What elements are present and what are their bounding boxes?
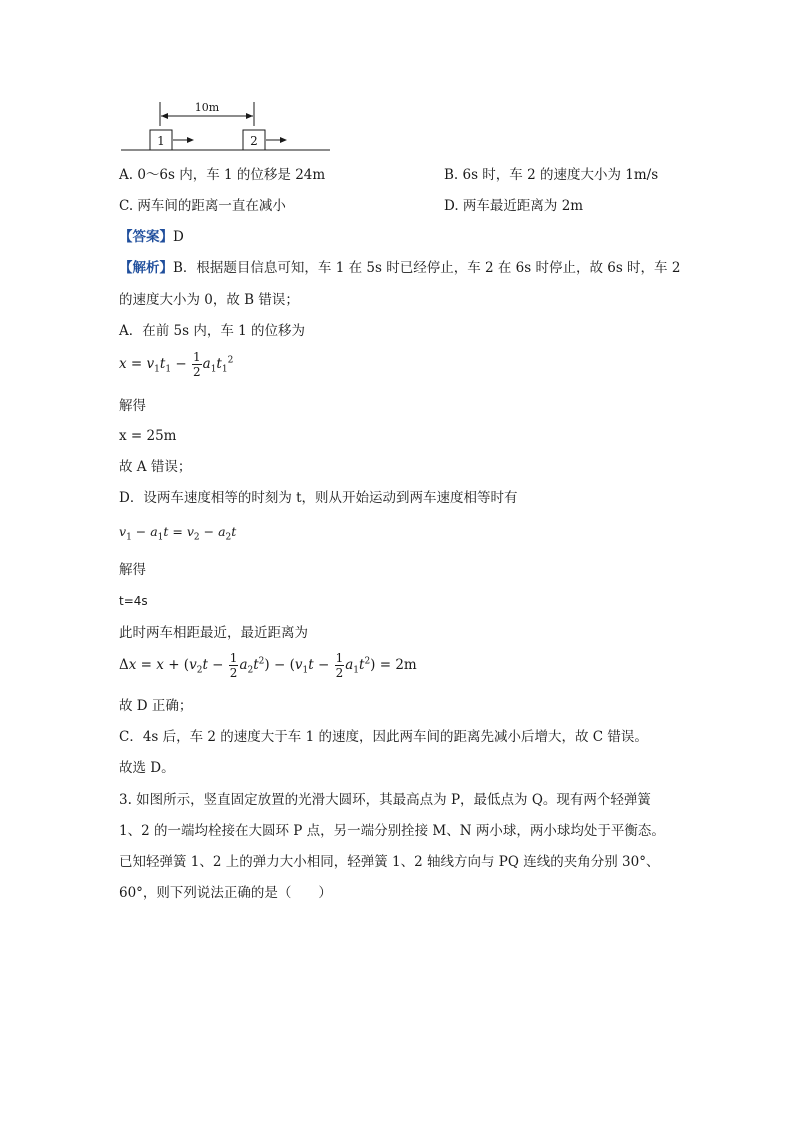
car-1-label: 1 [157,134,165,148]
question3-line-1: 3. 如图所示，竖直固定放置的光滑大圆环，其最高点为 P，最低点为 Q。现有两个轻弹簧 [119,792,651,808]
solve-label-2: 解得 [119,562,146,578]
option-a: A. 0～6s 内，车 1 的位移是 24m [119,167,326,183]
question3-line-3: 已知轻弹簧 1、2 上的弹力大小相同，轻弹簧 1、2 轴线方向与 PQ 连线的夹角分别 30°、 [119,854,660,870]
two-cars-figure [118,98,333,154]
option-d: D. 两车最近距离为 2m [444,198,584,214]
distance-label: 10m [194,101,220,114]
answer-label: 【答案】 [119,229,173,245]
analysis-line-3: A．在前 5s 内，车 1 的位移为 [119,323,306,339]
conclusion-a: 故 A 错误； [119,459,192,475]
analysis-line-c: C．4s 后，车 2 的速度大于车 1 的速度，因此两车间的距离先减小后增大，故 C 错误。 [119,729,648,745]
equation-equal-speed: $v_1 - a_1t = v_2 - a_2t$ [119,524,237,543]
option-b: B. 6s 时，车 2 的速度大小为 1m/s [444,167,659,183]
solve-label-1: 解得 [119,398,146,414]
question3-line-4: 60°，则下列说法正确的是（ ） [119,885,332,901]
option-c: C. 两车间的距离一直在减小 [119,198,286,214]
final-choice: 故选 D。 [119,760,175,776]
analysis-text-1: B．根据题目信息可知，车 1 在 5s 时已经停止，车 2 在 6s 时停止，故 6s 时，车 2 [173,260,681,276]
answer-line [119,228,184,246]
conclusion-d: 故 D 正确； [119,698,193,714]
analysis-line-d: D．设两车速度相等的时刻为 t，则从开始运动到两车速度相等时有 [119,490,518,506]
equation-displacement: $x = v_1t_1$ − $\frac{1}{2}$ $a_1t_1^2$ [119,350,234,379]
analysis-line-1 [119,259,680,277]
result-2: t=4s [119,594,148,608]
equation-closest-distance: $\Delta x = x + (v_2t$ − $\frac{1}{2}$ $a_2t^2) - (v_1t$ − $\frac{1}{2}$ $a_1t^2) = 2m$ [119,651,417,680]
result-1: x = 25m [119,428,177,444]
answer-value: D [173,229,184,245]
closest-distance-text: 此时两车相距最近，最近距离为 [119,625,308,641]
analysis-line-2: 的速度大小为 0，故 B 错误； [119,292,299,308]
car-2-label: 2 [250,134,258,148]
question3-line-2: 1、2 的一端均栓接在大圆环 P 点，另一端分别拴接 M、N 两小球，两小球均处于平衡态。 [119,823,665,839]
analysis-label: 【解析】 [119,260,173,276]
